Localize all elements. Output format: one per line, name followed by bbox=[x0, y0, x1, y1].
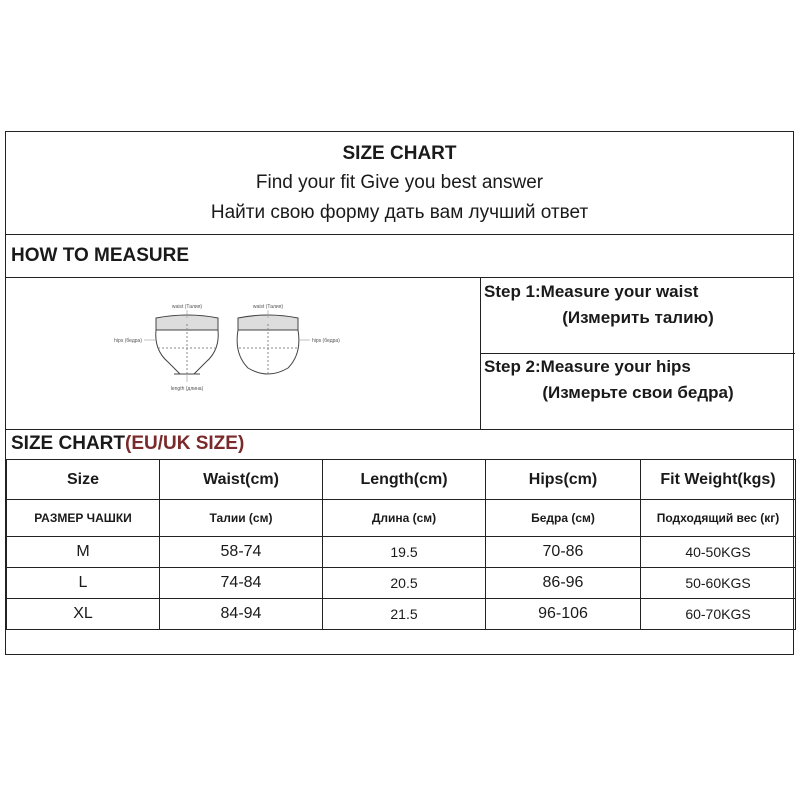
subtitle-russian: Найти свою форму дать вам лучший ответ bbox=[210, 202, 589, 223]
subtitle-english: Find your fit Give you best answer bbox=[255, 172, 544, 193]
size-table bbox=[6, 459, 796, 630]
size-chart-heading-text: SIZE CHART bbox=[11, 433, 125, 454]
weight-cell: 40-50KGS bbox=[641, 537, 796, 568]
size-cell: XL bbox=[7, 599, 160, 630]
column-header-ru: РАЗМЕР ЧАШКИ bbox=[7, 500, 160, 537]
step-2 bbox=[481, 353, 795, 428]
column-header: Fit Weight(kgs) bbox=[641, 460, 796, 500]
column-header: Size bbox=[7, 460, 160, 500]
waist-cell: 74-84 bbox=[160, 568, 323, 599]
step-2-russian: (Измерьте свои бедра) bbox=[542, 383, 734, 402]
page-title: SIZE CHART bbox=[342, 143, 457, 164]
column-header-ru: Бедра (см) bbox=[486, 500, 641, 537]
column-header-ru: Длина (см) bbox=[323, 500, 486, 537]
table-row bbox=[7, 537, 796, 568]
hips-label-back: hips (бедра) bbox=[312, 338, 340, 344]
weight-cell: 60-70KGS bbox=[641, 599, 796, 630]
size-chart-heading-accent: (EU/UK SIZE) bbox=[125, 433, 245, 454]
column-header: Hips(cm) bbox=[486, 460, 641, 500]
step-2-english: Step 2:Measure your hips bbox=[484, 357, 691, 376]
length-cell: 19.5 bbox=[323, 537, 486, 568]
step-1-english: Step 1:Measure your waist bbox=[484, 282, 699, 301]
size-chart-heading bbox=[6, 429, 793, 459]
waist-label-back: waist (Талия) bbox=[252, 304, 284, 310]
underwear-diagram-icon bbox=[6, 278, 480, 429]
how-to-measure-heading: HOW TO MEASURE bbox=[6, 234, 793, 278]
length-cell: 20.5 bbox=[323, 568, 486, 599]
step-1-russian: (Измерить талию) bbox=[562, 308, 714, 327]
hips-label: hips (бедра) bbox=[114, 338, 142, 344]
title-block bbox=[6, 132, 793, 235]
column-header: Waist(cm) bbox=[160, 460, 323, 500]
size-cell: L bbox=[7, 568, 160, 599]
length-label: length (длина) bbox=[170, 386, 204, 392]
column-header: Length(cm) bbox=[323, 460, 486, 500]
waist-cell: 84-94 bbox=[160, 599, 323, 630]
length-cell: 21.5 bbox=[323, 599, 486, 630]
waist-label: waist (Талия) bbox=[171, 304, 203, 310]
size-cell: M bbox=[7, 537, 160, 568]
weight-cell: 50-60KGS bbox=[641, 568, 796, 599]
table-row bbox=[7, 599, 796, 630]
measure-row bbox=[6, 278, 793, 430]
column-header-ru: Талии (см) bbox=[160, 500, 323, 537]
hips-cell: 70-86 bbox=[486, 537, 641, 568]
step-1 bbox=[481, 278, 795, 354]
size-chart-frame bbox=[5, 131, 794, 655]
table-row bbox=[7, 568, 796, 599]
hips-cell: 96-106 bbox=[486, 599, 641, 630]
table-header-row bbox=[7, 460, 796, 500]
hips-cell: 86-96 bbox=[486, 568, 641, 599]
measurement-diagram bbox=[6, 278, 481, 429]
waist-cell: 58-74 bbox=[160, 537, 323, 568]
table-header-row-russian bbox=[7, 500, 796, 537]
column-header-ru: Подходящий вес (кг) bbox=[641, 500, 796, 537]
